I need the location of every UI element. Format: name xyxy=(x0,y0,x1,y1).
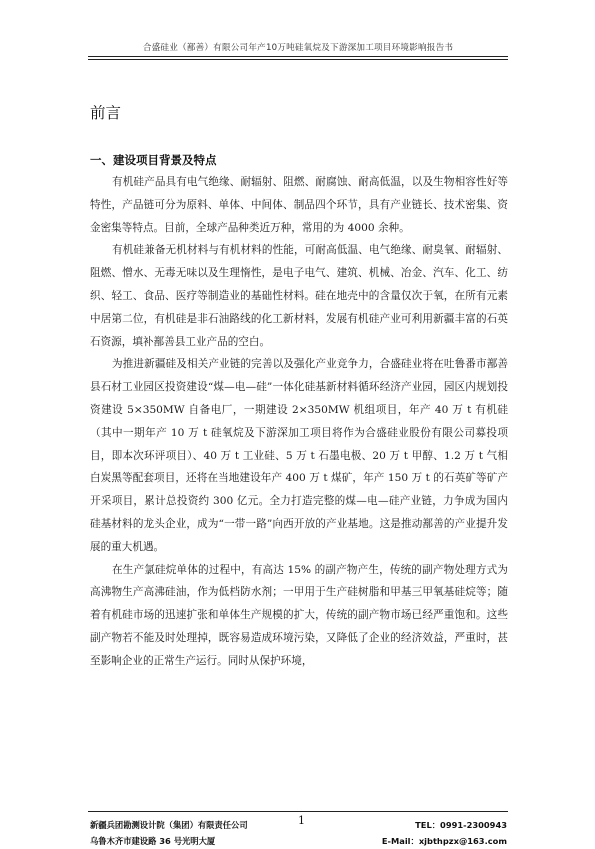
footer-email: E-Mail：xjbthpzx@163.com xyxy=(381,836,507,846)
footer-company: 新疆兵团勘测设计院（集团）有限责任公司 xyxy=(90,820,248,830)
running-header: 合盛硅业（鄯善）有限公司年产10万吨硅氧烷及下游深加工项目环境影响报告书 xyxy=(142,43,454,53)
paragraph-3: 为推进新疆硅及相关产业链的完善以及强化产业竞争力，合盛硅业将在吐鲁番市鄯善县石材工业园区投资建设“煤—电—硅”一体化硅基新材料循环经济产业园，园区内规划投资建设 5×350MW 自备电厂，一期建设 2×350MW 机组项目，年产 40 万 t 有机硅（其中一期年产 10 万 t 硅氧烷及下游深加工项目将作为合盛硅业股份有限公司募投项目，即本次环评项目）、40 万 t 工业硅、5 万 t 石墨电极、20 万 t 甲醇、1.2 万 t 气相白炭黑等配套项目，还将在当地建设年产 400 万 t 煤矿，年产 150 万 t 的石英矿等矿产开采项目，累计总投资约 300 亿元。全力打造完整的煤—电—硅产业链，力争成为国内硅基材料的龙头企业，成为“一带一路”向西开放的产业基地。这是推动鄯善的产业提升发展的重大机遇。 xyxy=(90,358,508,553)
page-title: 前言 xyxy=(90,104,122,122)
section-heading: 一、建设项目背景及特点 xyxy=(90,153,217,167)
footer-rule xyxy=(88,811,508,812)
footer-contact-block xyxy=(382,817,507,849)
footer-company-block xyxy=(90,817,248,849)
page-number: 1 xyxy=(298,814,305,827)
header-rule xyxy=(88,56,508,57)
body-text xyxy=(90,171,508,673)
paragraph-4: 在生产氯硅烷单体的过程中，有高达 15% 的副产物产生，传统的副产物处理方式为高沸物生产高沸硅油，作为低档防水剂；一甲用于生产硅树脂和甲基三甲氧基硅烷等；随着有机硅市场的迅速扩张和单体生产规模的扩大，传统的副产物市场已经严重饱和。这些副产物若不能及时处理掉，既容易造成环境污染，又降低了企业的经济效益，严重时，甚至影响企业的正常生产运行。同时从保护环境， xyxy=(90,563,508,667)
footer-tel: TEL：0991-2300943 xyxy=(415,820,507,830)
header-rule-secondary xyxy=(88,59,508,60)
footer-address: 乌鲁木齐市建设路 36 号光明大厦 xyxy=(90,836,216,846)
paragraph-2: 有机硅兼备无机材料与有机材料的性能，可耐高低温、电气绝缘、耐臭氧、耐辐射、阻燃、憎水、无毒无味以及生理惰性，是电子电气、建筑、机械、冶金、汽车、化工、纺织、轻工、食品、医疗等制造业的基础性材料。硅在地壳中的含量仅次于氧，在所有元素中居第二位，有机硅是非石油路线的化工新材料，发展有机硅产业可利用新疆丰富的石英石资源，填补鄯善县工业产品的空白。 xyxy=(90,244,508,348)
paragraph-1: 有机硅产品具有电气绝缘、耐辐射、阻燃、耐腐蚀、耐高低温，以及生物相容性好等特性，产品链可分为原料、单体、中间体、制品四个环节，具有产业链长、技术密集、资金密集等特点。目前，全球产品种类近万种，常用的为 4000 余种。 xyxy=(90,176,508,234)
